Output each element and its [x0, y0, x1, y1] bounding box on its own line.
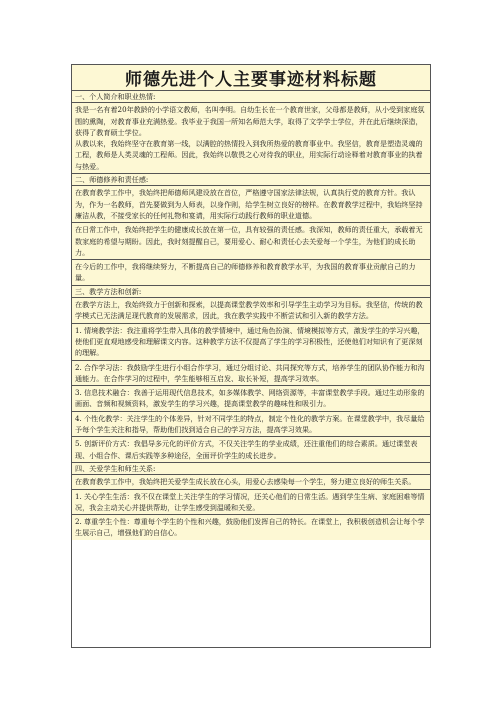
paragraph: 在教育教学工作中，我始终把关爱学生成长放在心头，用爱心去感染每一个学生，努力建立良好的师生关系。: [75, 477, 416, 487]
paragraph: 在今后的工作中，我将继续努力，不断提高自己的师德修养和教育教学水平，为我国的教育事业贡献自己的力量。: [75, 262, 416, 283]
text-row: [72, 298, 430, 324]
text-row: [72, 515, 430, 540]
section-heading-row: [72, 174, 430, 186]
section-heading-row: [72, 91, 430, 103]
section-heading-row: [72, 286, 430, 298]
paragraph: 1. 关心学生生活：我不仅在课堂上关注学生的学习情况，还关心他们的日常生活。遇到学生生病、家庭困难等情况，我会主动关心并提供帮助，让学生感受到温暖和关爱。: [75, 491, 425, 512]
paragraph: 我是一名有着20年教龄的小学语文教师，名叫李明。自幼生长在一个教育世家，父母都是教师，从小受到家庭氛围的熏陶，对教育事业充满热爱。我毕业于我国一所知名师范大学，取得了文学学士学位，并在此后继续深造，获得了教育硕士学位。: [75, 105, 425, 137]
section-heading-row: [72, 463, 430, 475]
text-row: [72, 437, 430, 463]
document-title: 师德先进个人主要事迹材料标题: [125, 70, 377, 90]
title-cell: [72, 65, 430, 91]
text-row: [72, 386, 430, 412]
paragraph: 在教育教学工作中，我始终把师德师风建设放在首位，严格遵守国家法律法规，认真执行党的教育方针。我认为，作为一名教师，首先要做到为人师表，以身作则，给学生树立良好的榜样。在教育教学过程中，我始终坚持廉洁从教，不接受家长的任何礼物和宴请，用实际行动践行教师的职业道德。: [75, 188, 423, 220]
text-row: [72, 490, 430, 516]
paragraph: 在日常工作中，我始终把学生的健康成长放在第一位，具有较强的责任感。我深知，教师的责任重大，承载着无数家庭的希望与期盼。因此，我时刻提醒自己，要用爱心、耐心和责任心去关爱每一个学生，为他们的成长助力。: [75, 225, 423, 257]
paragraph: 4. 个性化教学：关注学生的个体差异，针对不同学生的特点，制定个性化的教学方案。在课堂教学中，我尽量给予每个学生关注和指导，帮助他们找到适合自己的学习方法，提高学习效果。: [75, 413, 425, 435]
text-row: [72, 223, 430, 260]
section-heading: 四、关爱学生和师生关系:: [75, 463, 156, 473]
text-row: [72, 324, 430, 361]
text-row: [72, 260, 430, 286]
paragraph: 2. 合作学习法：我鼓励学生进行小组合作学习，通过分组讨论、共同探究等方式，培养学生的团队协作能力和沟通能力。在合作学习的过程中，学生能够相互启发、取长补短，提高学习效率。: [75, 362, 425, 383]
material-table: [71, 64, 431, 648]
paragraph: 5. 创新评价方式：我倡导多元化的评价方式，不仅关注学生的学业成绩，还注重他们的综合素质。通过课堂表现、小组合作、课后实践等多种途径，全面评价学生的成长进步。: [75, 439, 418, 460]
section-heading: 二、师德修养和责任感:: [75, 175, 149, 185]
text-row: [72, 475, 430, 489]
paragraph: 3. 信息技术融合：我善于运用现代信息技术，如多媒体教学、网络资源等，丰富课堂教学手段。通过生动形象的画面、音频和视频资料，激发学生的学习兴趣，提高课堂教学的趣味性和吸引力。: [75, 388, 425, 409]
text-row: [72, 361, 430, 387]
paragraph: 在教学方法上，我始终致力于创新和探索，以提高课堂教学效率和引导学生主动学习为目标。我坚信，传统的教学模式已无法满足现代教育的发展需求，因此，我在教学实践中不断尝试和引入新的教学方法。: [75, 300, 423, 321]
text-row: [72, 103, 430, 174]
paragraph: 1. 情境教学法：我注重将学生带入具体的教学情境中，通过角色扮演、情境模拟等方式，激发学生的学习兴趣，使他们更直观地感受和理解课文内容。这种教学方法不仅提高了学生的学习积极性，还使他们对知识有了更深刻的理解。: [75, 325, 425, 358]
table-body: [72, 91, 430, 540]
paragraph: 从教以来，我始终坚守在教育第一线，以满腔的热情投入到我所热爱的教育事业中。我坚信，教育是塑造灵魂的工程，教师是人类灵魂的工程师。因此，我始终以敬畏之心对待我的职业，用实际行动诠释着对教育事业的执着与热爱。: [75, 139, 423, 171]
text-row: [72, 186, 430, 223]
section-heading: 一、个人简介和职业热情:: [75, 92, 156, 101]
paragraph: 2. 尊重学生个性：尊重每个学生的个性和兴趣，鼓励他们发挥自己的特长。在课堂上，我积极创造机会让每个学生展示自己，增强他们的自信心。: [75, 517, 425, 538]
text-row: [72, 412, 430, 438]
section-heading: 三、教学方法和创新:: [75, 286, 142, 296]
